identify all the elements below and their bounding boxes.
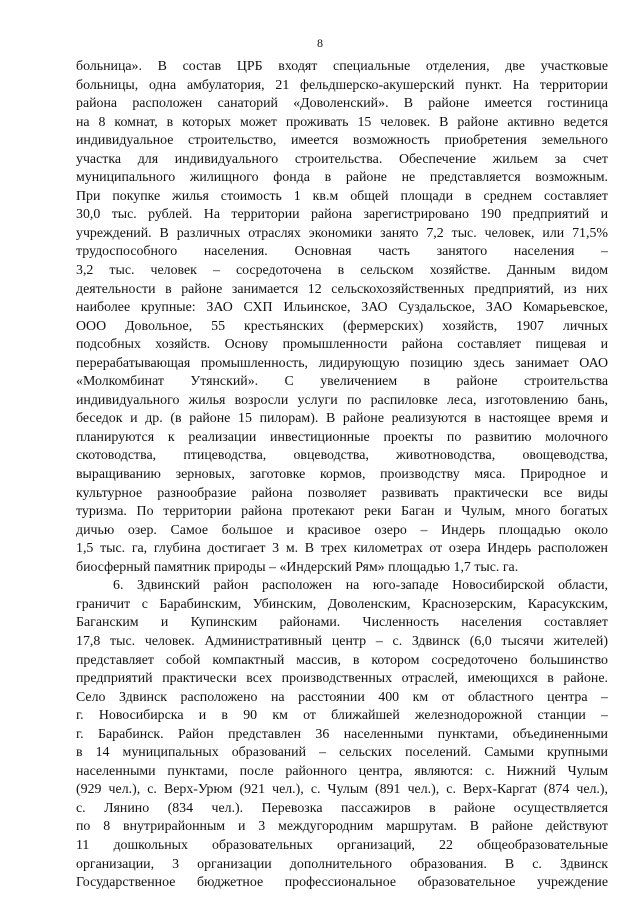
text-line: района расположен санаторий «Доволенский». В районе имеется гостиница	[76, 96, 608, 112]
text-line: г. Барабинск. Район представлен 36 населенными пунктами, объединенными	[76, 726, 608, 742]
text-line: Государственное бюджетное профессиональное образовательное учреждение	[76, 875, 608, 891]
text-line: граничит с Барабинским, Убинским, Доволенским, Краснозерским, Карасукским,	[76, 596, 608, 612]
text-line: 30,0 тыс. рублей. На территории района зарегистрировано 190 предприятий и	[76, 207, 608, 223]
text-line: Село Здвинск расположено на расстоянии 400 км от областного центра –	[76, 689, 608, 705]
text-line: Баганским и Купинским районами. Численность населения составляет	[76, 615, 608, 631]
text-line: дичью озер. Самое большое и красивое озеро – Индерь площадью около	[76, 522, 608, 538]
paragraph-zdvinsky-district	[76, 577, 608, 892]
text-line: больница». В состав ЦРБ входят специальные отделения, две участковые	[76, 59, 608, 74]
text-line: в 14 муниципальных образований – сельских поселений. Самыми крупными	[76, 745, 608, 761]
text-line: культурное разнообразие района позволяет развивать практически все виды	[76, 485, 608, 501]
text-line: населенными пунктами, после районного центра, являются: с. Нижний Чулым	[76, 763, 608, 779]
text-line: г. Новосибирска и в 90 км от ближайшей железнодорожной станции –	[76, 708, 608, 724]
text-line: биосферный памятник природы – «Индерский Рям» площадью 1,7 тыс. га.	[76, 559, 519, 575]
text-line: деятельности в районе занимается 12 сельскохозяйственных предприятий, из них	[76, 281, 608, 297]
text-line: «Молкомбинат Утянский». С увеличением в районе строительства	[76, 374, 608, 390]
text-line: предприятий практически всех производственных отраслей, имеющихся в районе.	[76, 671, 608, 687]
text-line: перерабатывающая промышленность, лидирующую позицию здесь занимает ОАО	[76, 355, 608, 371]
text-line: по 8 внутрирайонным и 3 междугородним маршрутам. В районе действуют	[76, 819, 608, 835]
document-body	[76, 58, 608, 893]
text-line: При покупке жилья стоимость 1 кв.м общей площади в среднем составляет	[76, 188, 608, 204]
text-line: наиболее крупные: ЗАО СХП Ильинское, ЗАО Суздальское, ЗАО Комарьевское,	[76, 300, 608, 316]
page-number: 8	[317, 36, 323, 50]
text-line: 17,8 тыс. человек. Административный центр – с. Здвинск (6,0 тысячи жителей)	[76, 633, 608, 649]
text-line: подсобных хозяйств. Основу промышленности района составляет пищевая и	[76, 337, 608, 353]
text-line: учреждений. В различных отраслях экономики занято 7,2 тыс. человек, или 71,5%	[76, 225, 608, 241]
text-line: индивидуального жилья возросли услуги по распиловке леса, изготовлению бань,	[76, 392, 608, 408]
text-line: участка для индивидуального строительства. Обеспечение жильем за счет	[76, 151, 608, 167]
text-line: организации, 3 организации дополнительного образования. В с. Здвинск	[76, 856, 608, 872]
text-line: больницы, одна амбулатория, 21 фельдшерско-акушерский пункт. На территории	[76, 77, 608, 93]
text-line: туризма. По территории района протекают реки Баган и Чулым, много богатых	[76, 504, 608, 520]
text-line: (929 чел.), с. Верх-Урюм (921 чел.), с. Чулым (891 чел.), с. Верх-Каргат (874 чел.),	[76, 782, 608, 798]
text-line: с. Лянино (834 чел.). Перевозка пассажиров в районе осуществляется	[76, 800, 608, 816]
text-line: выращиванию зерновых, заготовке кормов, производству мяса. Природное и	[76, 467, 608, 483]
text-line: муниципального жилищного фонда в районе не представляется возможным.	[76, 170, 608, 186]
text-line: ООО Довольное, 55 крестьянских (фермерских) хозяйств, 1907 личных	[76, 318, 608, 334]
text-line: на 8 комнат, в которых может проживать 15 человек. В районе активно ведется	[76, 114, 608, 130]
text-line: 11 дошкольных образовательных организаций, 22 общеобразовательные	[76, 837, 608, 853]
text-line: индивидуальное строительство, имеется возможность приобретения земельного	[76, 133, 608, 149]
text-line: беседок и др. (в районе 15 пилорам). В районе реализуются в настоящее время и	[76, 411, 608, 427]
paragraph-dovolensky-district	[76, 58, 608, 577]
text-line: 1,5 тыс. га, глубина достигает 3 м. В трех километрах от озера Индерь расположен	[76, 541, 608, 557]
text-line: трудоспособного населения. Основная часть занятого населения –	[76, 244, 608, 260]
text-line: планируются к реализации инвестиционные проекты по развитию молочного	[76, 429, 608, 445]
text-line: представляет собой компактный массив, в котором сосредоточено большинство	[76, 652, 608, 668]
text-line: 3,2 тыс. человек – сосредоточена в сельском хозяйстве. Данным видом	[76, 263, 608, 279]
text-line: скотоводства, птицеводства, овцеводства, животноводства, овощеводства,	[76, 448, 608, 464]
text-line: 6. Здвинский район расположен на юго-западе Новосибирской области,	[113, 578, 608, 594]
